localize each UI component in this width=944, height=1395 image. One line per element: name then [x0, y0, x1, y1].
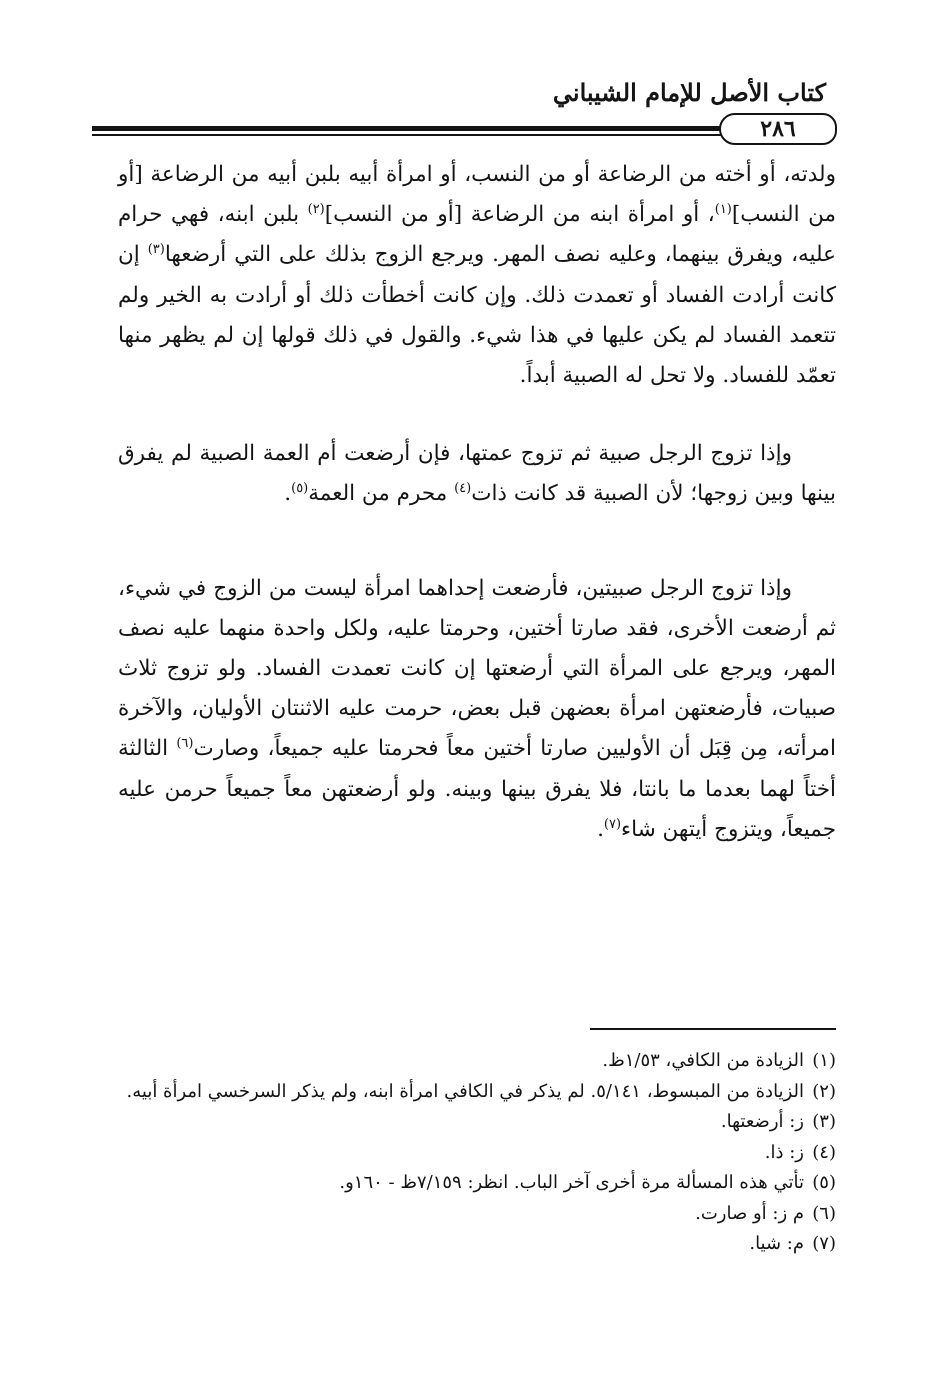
footnote-marker: (٦)	[176, 736, 194, 752]
footnote-text: م ز: أو صارت.	[695, 1202, 804, 1224]
paragraph	[118, 569, 836, 850]
text-run: وإذا تزوج الرجل صبية ثم تزوج عمتها، فإن أرضعت أم العمة الصبية لم يفرق بينها وبين زوجها؛ لأن الصبية قد كانت ذات	[118, 441, 836, 507]
footnote-number: (٤)	[812, 1141, 836, 1163]
text-run: .	[597, 816, 604, 842]
footnote-number: (٢)	[812, 1080, 836, 1102]
text-run: محرم من العمة	[308, 481, 455, 507]
footnote-item	[70, 1168, 836, 1199]
footnote-text: الزيادة من المبسوط، ٥/١٤١. لم يذكر في الكافي امرأة ابنه، ولم يذكر السرخسي امرأة أبيه.	[126, 1080, 804, 1102]
footnote-marker: (٢)	[307, 202, 325, 218]
footnote-number: (١)	[812, 1050, 836, 1071]
main-text	[118, 155, 836, 850]
text-run: .	[284, 481, 292, 507]
footnote-marker: (٣)	[147, 242, 165, 258]
footnote-text: ز: أرضعتها.	[720, 1111, 804, 1132]
footnote-item	[70, 1107, 836, 1138]
footnote-item	[70, 1199, 836, 1230]
footnote-number: (٥)	[812, 1172, 836, 1193]
footnote-marker: (٤)	[454, 481, 472, 497]
page-number: ٢٨٦	[760, 116, 796, 142]
footnote-marker: (١)	[714, 202, 732, 218]
footnote-text: م: شيا.	[749, 1233, 804, 1254]
text-run: الثالثة أختاً لهما بعدما ما بانتا، فلا يفرق بينها وبينه. ولو أرضعتهن معاً جميعاً حرمن عليه جميعاً، ويتزوج أيتهن شاء	[118, 736, 836, 842]
book-title: كتاب الأصل للإمام الشيباني	[552, 78, 826, 107]
text-run: ولدته، أو أخته من الرضاعة أو من النسب، أو امرأة أبيه بلبن أبيه من الرضاعة [أو من النسب]	[118, 162, 836, 228]
footnote-number: (٣)	[812, 1111, 836, 1132]
text-run: وإذا تزوج الرجل صبيتين، فأرضعت إحداهما امرأة ليست من الزوج في شيء، ثم أرضعت الأخرى، فقد صارتا أختين، وحرمتا عليه، ولكل واحدة منهما عليه نصف المهر، ويرجع على المرأة التي أرضعتها إن كانت تعمدت الفساد. ولو تزوج ثلاث صبيات، فأرضعتهن امرأة بعضهن قبل بعض، حرمت عليه الاثنتان الأوليان، والآخرة امرأته، مِن قِبَل أن الأوليين صارتا أختين معاً فحرمتا عليه جميعاً، وصارت	[118, 575, 836, 762]
text-run: ، أو امرأة ابنه من الرضاعة [أو من النسب]	[324, 202, 715, 228]
text-run: بلبن ابنه، فهي حرام عليه، ويفرق بينهما، وعليه نصف المهر. ويرجع الزوج بذلك على التي أرضعها	[118, 202, 836, 268]
footnote-separator	[590, 1028, 836, 1030]
paragraph	[118, 434, 836, 514]
footnote-marker: (٧)	[603, 816, 622, 832]
footnote-text: ز: ذا.	[764, 1141, 804, 1163]
footnote-item	[70, 1077, 836, 1108]
footnote-item	[70, 1229, 836, 1260]
footnote-number: (٦)	[812, 1202, 836, 1224]
footnote-text: الزيادة من الكافي، ١/٥٣ظ.	[602, 1050, 804, 1071]
text-run: إن كانت أرادت الفساد أو تعمدت ذلك. وإن كانت أخطأت ذلك أو أرادت به الخير ولم تتعمد الفساد لم يكن عليها في هذا شيء. والقول في ذلك قولها إن لم يظهر منها تعمّد للفساد. ولا تحل له الصبية أبداً.	[118, 242, 836, 389]
footnote-number: (٧)	[812, 1233, 836, 1254]
footnote-item	[70, 1138, 836, 1169]
footnote-marker: (٥)	[291, 481, 309, 497]
footnote-text: تأتي هذه المسألة مرة أخرى آخر الباب. انظر: ٧/١٥٩ظ - ١٦٠و.	[339, 1172, 804, 1193]
paragraph	[118, 155, 836, 396]
page-number-badge	[719, 113, 837, 145]
footnotes	[70, 1046, 836, 1260]
footnote-item	[70, 1046, 836, 1077]
